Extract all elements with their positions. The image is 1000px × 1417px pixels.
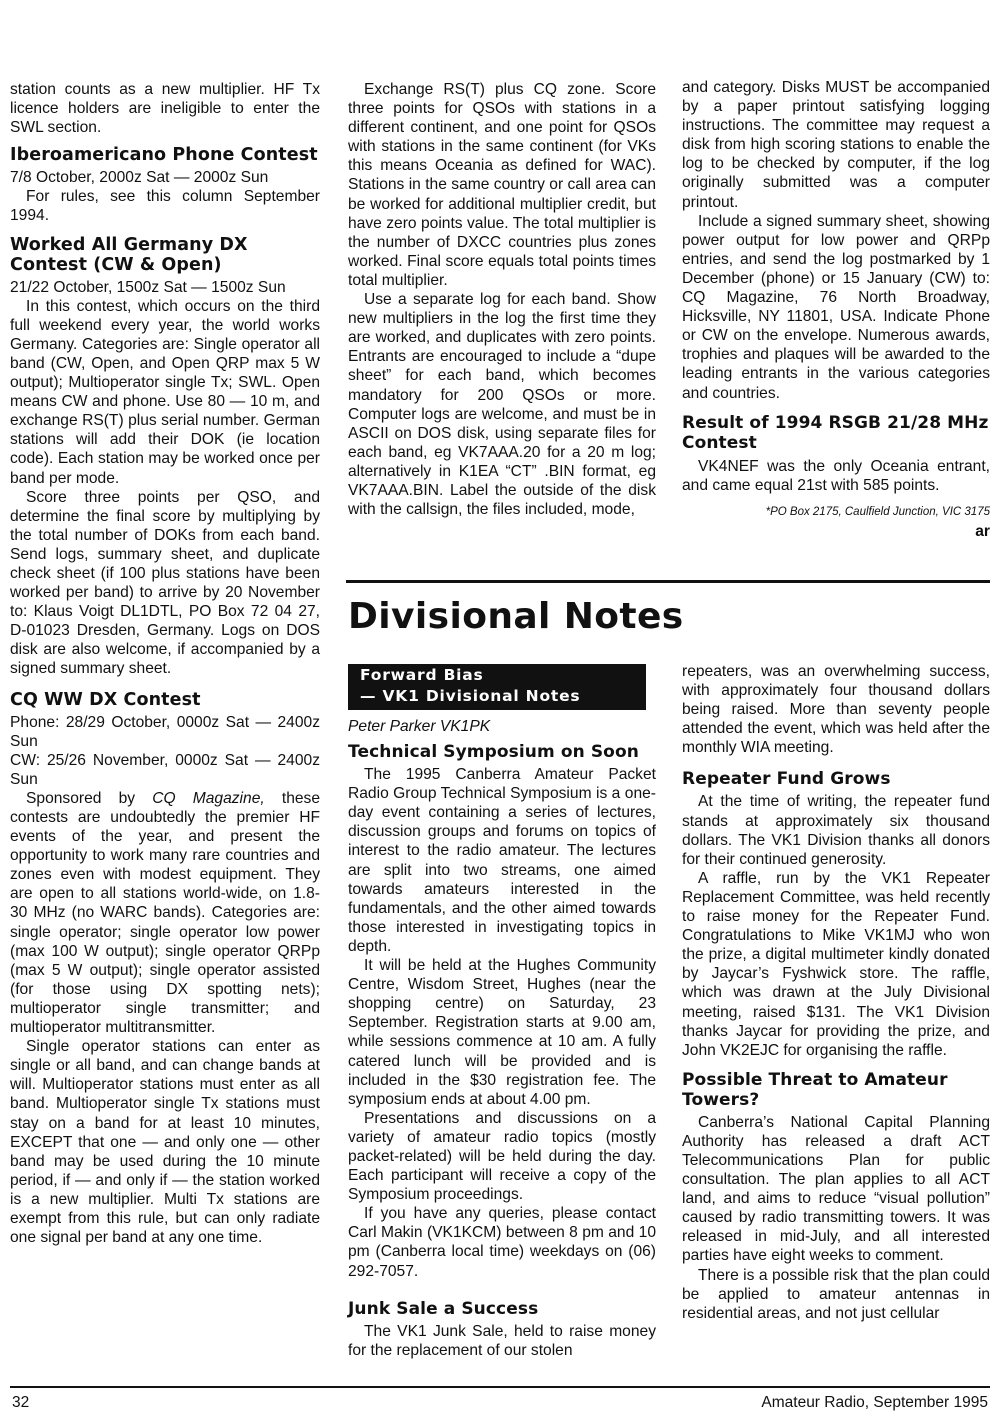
paragraph: For rules, see this column September 1994. [10,188,320,225]
paragraph: It will be held at the Hughes Community Centre, Wisdom Street, Hughes (near the shopping centre) on Saturday, 23 September. Registration starts at 9.00 am, while sessions commence at 10 am. A fully catered lunch will be provided and is included in the $30 registration fee. The symposium ends at about 4.00 pm. [348,957,656,1108]
text: Sponsored by [26,789,153,807]
contest-date-phone: Phone: 28/29 October, 0000z Sat — 2400z Sun [10,713,320,750]
paragraph [10,789,320,1037]
banner-line-1: Forward Bias [360,666,484,684]
paragraph: station counts as a new multiplier. HF Tx licence holders are ineligible to enter the SWL section. [10,81,320,137]
heading-worked-all-germany: Worked All Germany DX Contest (CW & Open) [10,234,248,275]
paragraph: Exchange RS(T) plus CQ zone. Score three points for QSOs with stations in a different continent, and one point for QSOs with stations in the same continent (for VKs this means Oceania as defined for WAC). Stations in the same country or call area can be worked for additional multiplier credit, but have zero points value. The total multiplier is the number of DXCC countries plus zones worked. Final score equals total points times total multiplier. [348,81,656,289]
publication-info: Amateur Radio, September 1995 [761,1394,988,1411]
column-banner [348,664,646,710]
paragraph: At the time of writing, the repeater fund stands at approximately six thousand dollars. The VK1 Division thanks all donors for their continued generosity. [682,793,990,868]
paragraph: repeaters, was an overwhelming success, with approximately four thousand dollars being raised. More than seventy people attended the event, which was held after the monthly WIA meeting. [682,663,990,757]
heading-rsgb-result: Result of 1994 RSGB 21/28 MHz Contest [682,412,989,453]
contest-date: 21/22 October, 1500z Sat — 1500z Sun [10,278,286,296]
column-2-top [348,80,656,519]
column-1 [10,80,320,1247]
paragraph: Single operator stations can enter as single or all band, and can change bands at will. Multioperator stations must enter as all band. Multioperator single Tx stations must stay on a band for at least 10 minutes, EXCEPT that one — and only one — other band may be used during the 10 minute period, if — and only if — the station worked is a new multiplier. Multi Tx stations are exempt from this rule, but can only radiate one signal per band at any one time. [10,1038,320,1247]
paragraph: and category. Disks MUST be accompanied by a paper printout satisfying logging instructions. The committee may request a disk from high scoring stations to enable the log to be checked by computer, if the log originally submitted was a computer printout. [682,79,990,211]
heading-junk-sale: Junk Sale a Success [348,1298,539,1319]
banner-line-2: — VK1 Divisional Notes [360,687,581,705]
paragraph: Score three points per QSO, and determine the final score by multiplying by the total number of DOKs from each band. Send logs, summary sheet, and duplicate check sheet (if 100 plus stations have been worked per band) to arrive by 20 November to: Klaus Voigt DL1DTL, PO Box 72 04 27, D-01023 Dresden, Germany. Logs on DOS disk are also welcome, if accompanied by a signed summary sheet. [10,488,320,678]
paragraph: Use a separate log for each band. Show new multipliers in the log the first time they are worked, and duplicates with zero points. Entrants are encouraged to include a “dupe sheet” for each band, which becomes mandatory for 200 QSOs or more. Computer logs are welcome, and must be in ASCII on DOS disk, using separate files for each band, eg VK7AAA.20 for a 20 m log; alternatively in K1EA “CT” .BIN format, eg VK7AAA.BIN. Label the outside of the disk with the callsign, the files included, mode, [348,291,656,519]
paragraph: If you have any queries, please contact Carl Makin (VK1KCM) between 8 pm and 10 pm (Canberra local time) weekdays on (06) 292-7057. [348,1205,656,1280]
heading-possible-threat: Possible Threat to Amateur Towers? [682,1069,948,1110]
section-divider [346,580,990,583]
end-mark: ar [975,522,990,540]
text: these contests are undoubtedly the premier HF events of the year, and present the opportunity to work many rare countries and zones even with modest equipment. They are open to all stations world-wide, on 1.8-30 MHz (no WARC bands). Categories are: single operator; single operator low power (max 100 W output); single operator QRPp (max 5 W output); single operator assisted (for those using DX spotting nets); multioperator single transmitter; and multioperator multitransmitter. [10,789,321,1037]
heading-iberoamericano: Iberoamericano Phone Contest [10,145,318,166]
author: Peter Parker VK1PK [348,718,491,735]
paragraph: The VK1 Junk Sale, held to raise money for the replacement of our stolen [348,1322,656,1359]
paragraph: In this contest, which occurs on the third full weekend every year, the world works Germany. Categories are: Single operator all band (CW, Open, and Open QRP max 5 W output); Multioperator single Tx; SWL. Open means CW and phone. Use 80 — 10 m, and exchange RS(T) plus serial number. German stations will add their DOK (ie location code). Each station may be worked once per band per mode. [10,297,320,487]
paragraph: VK4NEF was the only Oceania entrant, and came equal 21st with 585 points. [682,457,990,494]
column-2-bottom [348,664,656,1360]
author-address: *PO Box 2175, Caulfield Junction, VIC 3175 [765,505,990,518]
heading-repeater-fund: Repeater Fund Grows [682,769,891,790]
magazine-name: CQ Magazine, [152,789,265,807]
heading-cq-ww-dx: CQ WW DX Contest [10,689,201,710]
column-3-bottom [682,662,990,1323]
paragraph: Canberra’s National Capital Planning Authority has released a draft ACT Telecommunications Plan for public consultation. The plan applies to all ACT land, and aims to reduce “visual pollution” caused by radio transmitting towers. It was released in mid-July, and all interested parties have eight weeks to comment. [682,1113,990,1265]
heading-technical-symposium: Technical Symposium on Soon [348,742,639,763]
paragraph: The 1995 Canberra Amateur Packet Radio Group Technical Symposium is a one-day event containing a series of lectures, discussion groups and forums on topics of interest to the radio amateur. The lectures are split into two streams, one aimed towards amateurs interested in the fundamentals, and the other aimed towards those interested in investigating topics in depth. [348,766,656,955]
contest-date: 7/8 October, 2000z Sat — 2000z Sun [10,169,269,187]
paragraph: Presentations and discussions on a variety of amateur radio topics (mostly packet-related) will be held during the day. Each participant will receive a copy of the Symposium proceedings. [348,1109,656,1204]
section-title: Divisional Notes [348,596,684,637]
paragraph: A raffle, run by the VK1 Repeater Replacement Committee, was held recently to raise money for the Repeater Fund. Congratulations to Mike VK1MJ who won the prize, a digital multimeter kindly donated by Jaycar’s Fyshwick store. The raffle, which was drawn at the July Divisional meeting, raised $131. The VK1 Division thanks Jaycar for providing the prize, and John VK2EJC for organising the raffle. [682,869,990,1059]
contest-date-cw: CW: 25/26 November, 0000z Sat — 2400z Sun [10,751,320,788]
page-number: 32 [12,1394,30,1411]
paragraph: There is a possible risk that the plan could be applied to amateur antennas in residential areas, and not just cellular [682,1266,990,1322]
footer-rule [10,1386,990,1388]
column-3-top [682,78,990,541]
paragraph: Include a signed summary sheet, showing power output for low power and QRPp entries, and send the log postmarked by 1 December (phone) or 15 January (CW) to: CQ Magazine, 76 North Broadway, Hicksville, NY 11801, USA. Indicate Phone or CW on the envelope. Numerous awards, trophies and plaques will be awarded to the leading entrants in the various categories and countries. [682,212,990,402]
